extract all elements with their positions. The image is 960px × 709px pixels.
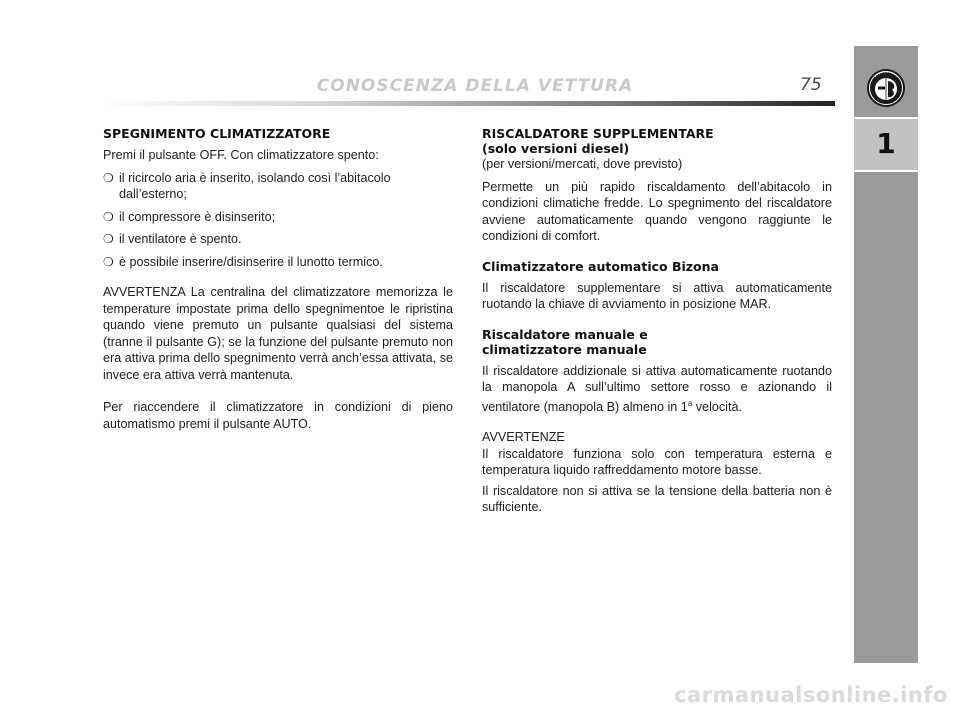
section-heading: SPEGNIMENTO CLIMATIZZATORE [103, 126, 331, 141]
watermark: carmanualsonline.info [674, 683, 948, 707]
section-heading: RISCALDATORE SUPPLEMENTARE [482, 126, 714, 141]
warnings-label: AVVERTENZE [482, 430, 565, 445]
subsection-heading: Climatizzatore automatico Bizona [482, 258, 719, 274]
running-header-title: CONOSCENZA DELLA VETTURA [316, 76, 634, 96]
alfa-romeo-logo-icon [866, 68, 906, 108]
section-subtitle: (per versioni/mercati, dove previsto) [482, 157, 683, 171]
list-item: ❍ è possibile inserire/disinserire il lunotto termico. [103, 254, 383, 269]
header-rule [100, 101, 835, 106]
left-column [103, 126, 453, 432]
list-item: ❍ il compressore è disinserito; [103, 209, 276, 224]
bullet-circle-icon: ❍ [103, 209, 114, 224]
list-item: ❍ il ricircolo aria è inserito, isolando così l’abitacolo dall’esterno; [103, 170, 391, 201]
bullet-circle-icon: ❍ [103, 170, 114, 185]
chapter-number: 1 [876, 127, 896, 160]
page-number: 75 [800, 75, 822, 95]
subsection-heading: climatizzatore manuale [482, 341, 647, 357]
paragraph: Permette un più rapido riscaldamento dell’abitacolo in condizioni climatiche fredde. Lo spegnimento del riscaldatore avviene automaticamente quando vengono raggiunte le condizioni di comfort. [482, 179, 832, 243]
list-item: ❍ il ventilatore è spento. [103, 232, 242, 246]
right-column [482, 126, 832, 516]
warning-paragraph: Il riscaldatore non si attiva se la tensione della batteria non è sufficiente. [482, 483, 832, 515]
side-tab-divider [854, 170, 918, 172]
warning-paragraph: AVVERTENZA La centralina del climatizzatore memorizza le temperature impostate prima dello spegnimentoe le ripristina quando viene premuto un pulsante qualsiasi del sistema (tranne il pulsante G); se la funzione del pulsante premuto non era attiva prima dello spegnimento verrà anch’essa attivata, se invece era attiva verrà mantenuta. [103, 285, 453, 382]
paragraph: Il riscaldatore addizionale si attiva automaticamente ruotando la manopola A sull’ultimo settore rosso e azionando il ventilatore (manopola B) almeno in 1$^a$ velocità. [482, 363, 832, 414]
bullet-circle-icon: ❍ [103, 254, 114, 269]
bullet-circle-icon: ❍ [103, 232, 114, 246]
paragraph: Il riscaldatore supplementare si attiva automaticamente ruotando la chiave di avviamento in posizione MAR. [482, 280, 832, 311]
paragraph: Premi il pulsante OFF. Con climatizzatore spento: [103, 148, 379, 162]
warning-paragraph: Il riscaldatore funziona solo con temperatura esterna e temperatura liquido raffreddamento motore basse. [482, 446, 832, 478]
section-heading-qualifier: (solo versioni diesel) [482, 141, 630, 156]
subsection-heading: Riscaldatore manuale e [482, 326, 648, 342]
paragraph: Per riaccendere il climatizzatore in condizioni di pieno automatismo premi il pulsante AUTO. [103, 400, 453, 431]
